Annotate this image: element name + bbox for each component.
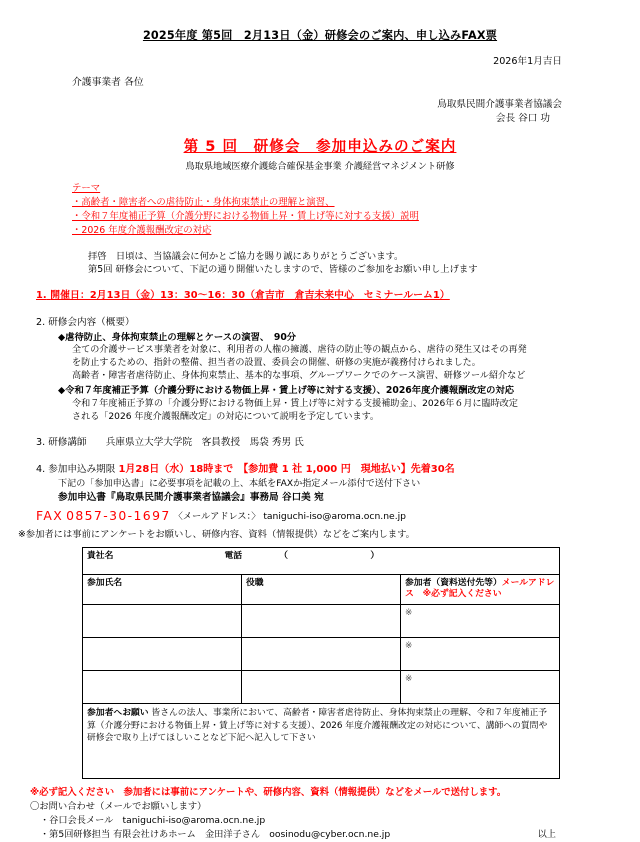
item-2-heading: 研修会内容（概要） xyxy=(48,317,135,329)
footer-block xyxy=(0,786,640,842)
request-label: 参加者へお願い xyxy=(87,707,149,718)
bullet-1-body-line-1: 全ての介護サービス事業者を対象に、利用者の人権の擁護、虐待の防止等の観点から、虐待の発生又はその再発 xyxy=(72,344,527,355)
company-label: 貴社名 xyxy=(87,550,114,561)
footer-contact-1: ・谷口会長メール taniguchi-iso@aroma.ocn.ne.jp xyxy=(40,814,266,826)
bullet-2-body-line-1: 令和７年度補正予算の「介護分野における物価上昇・賃上げ等に対する支援補助金」、2026年６月に臨時改定 xyxy=(72,398,518,409)
greeting-line-2: 第5回 研修会について、下記の通り開催いたしますので、皆様のご参加をお願い申し上げます xyxy=(88,264,478,276)
theme-item-2: ・令和７年度補正予算（介護分野における物価上昇・賃上げ等に対する支援）説明 xyxy=(72,210,419,222)
table-row-request xyxy=(83,703,560,778)
fax-line xyxy=(0,508,640,524)
table-header-row xyxy=(83,574,560,604)
theme-item-3: ・2026 年度介護報酬改定の対応 xyxy=(72,224,212,236)
item-3-number: 3. xyxy=(36,437,46,449)
item-3-text: 研修講師 兵庫県立大学大学院 客員教授 馬袋 秀男 氏 xyxy=(48,437,304,449)
application-table xyxy=(82,547,560,779)
tel-paren: （ ） xyxy=(279,550,394,561)
footer-inquiry-label: 〇お問い合わせ（メールでお願いします） xyxy=(30,801,207,812)
table-row xyxy=(83,637,560,670)
main-heading: 第 5 回 研修会 参加申込みのご案内 xyxy=(183,137,457,155)
item-3-lecturer xyxy=(0,437,640,450)
participation-note: ※参加者には事前にアンケートをお願いし、研修内容、資料（情報提供）などをご案内します。 xyxy=(18,529,415,541)
footer-warning: ※必ず記入ください 参加者には事前にアンケートや、研修内容、資料（情報提供）などをメールで送付します。 xyxy=(30,786,507,798)
item-2-heading-row xyxy=(36,317,640,330)
table-row xyxy=(83,604,560,637)
document-date: 2026年1月吉日 xyxy=(493,55,562,67)
company-cell[interactable] xyxy=(83,547,560,574)
row-2-role[interactable] xyxy=(242,637,401,670)
bullet-1-head: ◆虐待防止、身体拘束禁止の理解とケースの演習、 90分 xyxy=(58,331,297,343)
bullet-1-body-line-2: を防止するための、指針の整備、担当者の設置、委員会の開催、研修の実施が義務付けられました。 xyxy=(72,358,481,369)
item-4-office: 参加申込書『鳥取県民間介護事業者協議会』事務局 谷口美 宛 xyxy=(58,492,324,504)
greeting-line-1: 拝啓 日頃は、当協議会に何かとご協力を賜り誠にありがとうございます。 xyxy=(88,250,404,262)
item-2-content xyxy=(0,317,640,424)
document-title: 2025年度 第5回 2月13日（金）研修会のご案内、申し込みFAX票 xyxy=(142,29,498,42)
greeting-block xyxy=(0,250,640,278)
item-1-text: 開催日：2月13日（金）13：30～16：30（倉吉市 倉吉未来中心 セミナールーム1） xyxy=(50,290,450,302)
item-1-number: 1. xyxy=(36,290,47,302)
theme-label: テーマ xyxy=(72,182,101,194)
col-header-mail-black: 参加者（資料送付先等） xyxy=(405,577,502,588)
item-1-date xyxy=(0,290,640,303)
sender-organization: 鳥取県民間介護事業者協議会 xyxy=(437,99,562,111)
row-2-mail[interactable]: ※ xyxy=(401,637,560,670)
sender-block xyxy=(0,98,640,125)
sub-heading: 鳥取県地域医療介護総合確保基金事業 介護経営マネジメント研修 xyxy=(185,160,455,172)
fax-number: 0857-30-1697 xyxy=(66,508,171,524)
row-3-mail[interactable]: ※ xyxy=(401,670,560,703)
row-2-name[interactable] xyxy=(83,637,242,670)
row-3-name[interactable] xyxy=(83,670,242,703)
theme-block xyxy=(0,182,640,238)
footer-contact-2 xyxy=(30,828,640,842)
item-2-bullet-1 xyxy=(36,332,640,384)
item-4-sub: 下記の「参加申込書」に必要事項を記載の上、本紙をFAXか指定メール添付で送付下さい xyxy=(58,479,421,490)
item-4-application xyxy=(0,463,640,505)
mail-address: taniguchi-iso@aroma.ocn.ne.jp xyxy=(263,511,407,523)
request-text: 皆さんの法人、事業所において、高齢者・障害者虐待防止、身体拘束禁止の理解、令和７年度補正予算（介護分野における物価上昇・賃上げ等に対する支援）、2026 年度介護報酬改定の対応について、講師への質問や研修会で取り上げてほしいことなど下記へ記入して下さい xyxy=(87,707,548,744)
bullet-2-head: ◆令和７年度補正予算（介護分野における物価上昇・賃上げ等に対する支援）、2026年度介護報酬改定の対応 xyxy=(58,385,515,397)
row-1-mail[interactable]: ※ xyxy=(401,604,560,637)
document-page xyxy=(0,29,640,840)
row-3-role[interactable] xyxy=(242,670,401,703)
fax-label: FAX xyxy=(36,508,64,524)
col-header-mail-red: メールアドレス ※必ず記入ください xyxy=(405,577,555,600)
item-4-deadline: 1月28日（水）18時まで 【参加費 1 社 1,000 円 現地払い】先着30名 xyxy=(118,463,455,475)
table-row xyxy=(83,670,560,703)
footer-endmark: 以上 xyxy=(537,828,556,840)
row-1-name[interactable] xyxy=(83,604,242,637)
sender-person: 会長 谷口 功 xyxy=(495,112,550,124)
col-header-name: 参加氏名 xyxy=(83,574,242,604)
item-4-heading-row xyxy=(36,463,640,477)
tel-label: 電話 xyxy=(224,550,243,561)
item-4-number: 4. xyxy=(36,463,46,475)
col-header-role: 役職 xyxy=(242,574,401,604)
theme-item-1: ・高齢者・障害者への虐待防止・身体拘束禁止の理解と演習、 xyxy=(72,196,335,208)
col-header-mail xyxy=(401,574,560,604)
item-2-number: 2. xyxy=(36,317,46,329)
item-4-label: 参加申込み期限 xyxy=(48,463,116,475)
bullet-2-body-line-2: される「2026 年度介護報酬改定」の対応について説明を予定しています。 xyxy=(72,411,380,422)
request-cell[interactable] xyxy=(83,703,560,778)
row-1-role[interactable] xyxy=(242,604,401,637)
bullet-1-body-line-3: 高齢者・障害者虐待防止、身体拘束禁止、基本的な事項、グループワークでのケース演習、研修ツール紹介など xyxy=(72,371,526,382)
addressee: 介護事業者 各位 xyxy=(72,77,144,89)
mail-label: 〈メールアドレス：〉 xyxy=(173,511,261,523)
item-2-bullet-2 xyxy=(36,385,640,424)
table-row-company xyxy=(83,547,560,574)
footer-contact-2-text: ・第5回研修担当 有限会社けあホーム 金田洋子さん oosinodu@cyber.ocn.ne.jp xyxy=(40,828,391,840)
